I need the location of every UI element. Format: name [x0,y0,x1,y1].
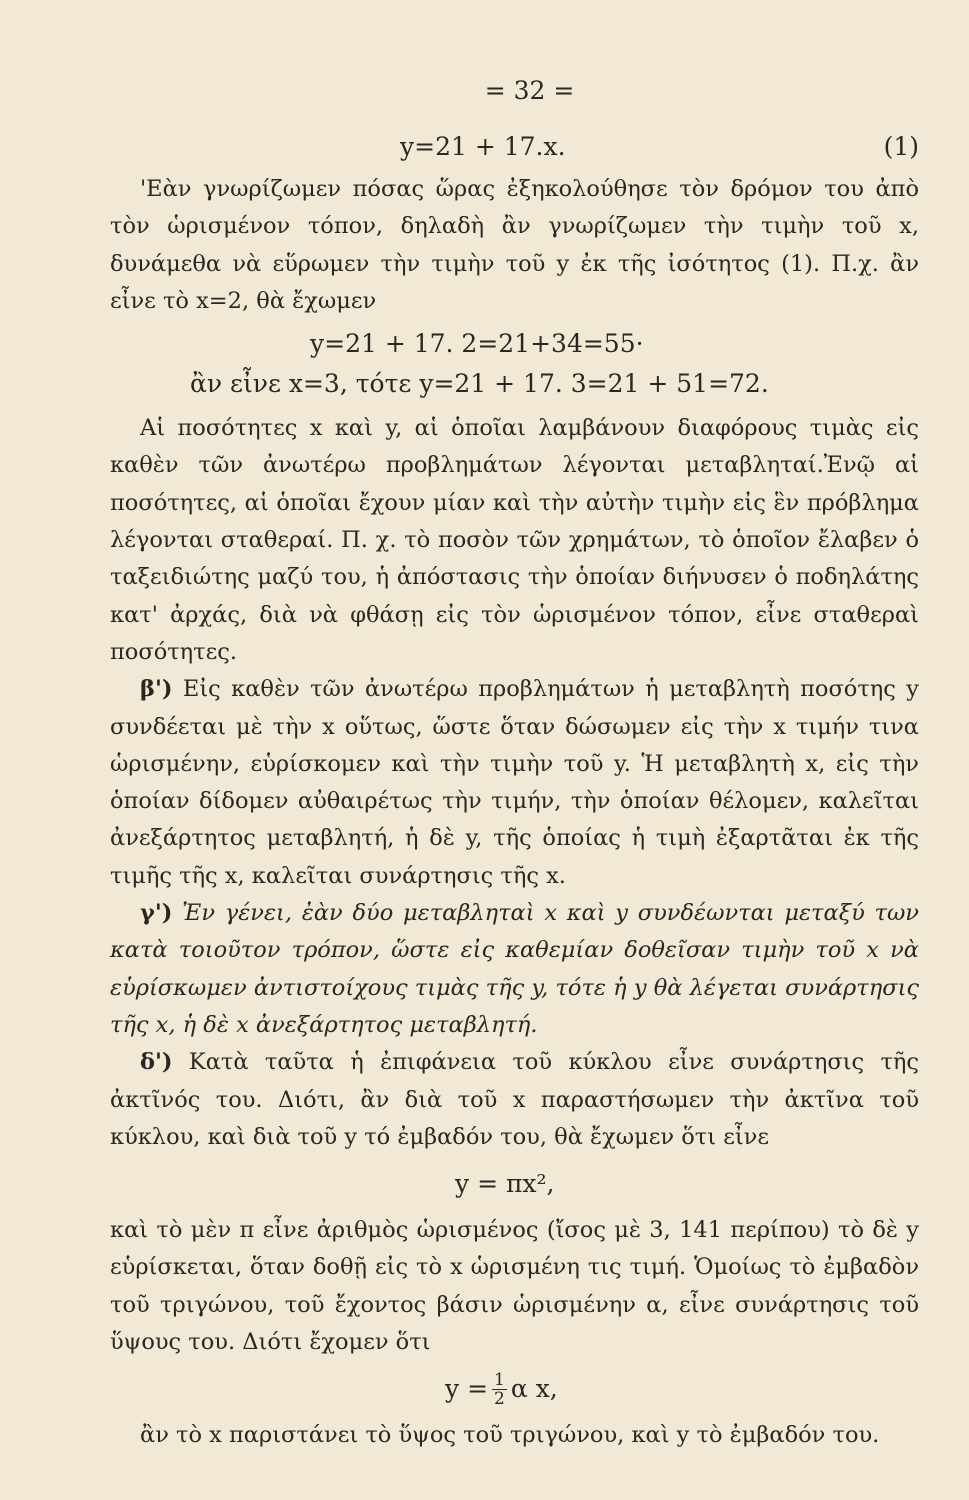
paragraph-6: καὶ τὸ μὲν π εἶνε ἀριθμὸς ὡρισμένος (ἴσος μὲ 3, 141 περίπου) τὸ δὲ y εὑρίσκεται, ὅταν δοθῇ εἰς τὸ x ὡρισμένη τις τιμή. Ὁμοίως τὸ ἐμβαδὸν τοῦ τριγώνου, τοῦ ἔχοντος βάσιν ὡρισμένην α, εἶνε συνάρτησις τοῦ ὕψους του. Διότι ἔχομεν ὅτι [110,1217,919,1356]
fraction-denominator: 2 [494,1388,505,1409]
paragraph-5-text: Κατὰ ταῦτα ἡ ἐπιφάνεια τοῦ κύκλου εἶνε συνάρτησις τῆς ἀκτῖνός του. Διότι, ἂν διὰ τοῦ x παραστήσωμεν τὴν ἀκτῖνα τοῦ κύκλου, καὶ διὰ τοῦ y τό ἐμβαδόν του, θὰ ἔχωμεν ὅτι εἶνε [110,1049,919,1150]
fraction-numerator: 1 [494,1369,505,1390]
paragraph-3 [110,671,919,895]
paragraph-2: Αἱ ποσότητες x καὶ y, αἱ ὁποῖαι λαμβάνουν διαφόρους τιμὰς εἰς καθὲν τῶν ἀνωτέρω προβλημάτων λέγονται μεταβληταί.Ἐνῷ αἱ ποσότητες, αἱ ὁποῖαι ἔχουν μίαν καὶ τὴν αὐτὴν τιμὴν εἰς ἓν πρόβλημα λέγονται σταθεραί. Π. χ. τὸ ποσὸν τῶν χρημάτων, τὸ ὁποῖον ἔλαβεν ὁ ταξειδιώτης μαζύ του, ἡ ἀπόστασις τὴν ὁποίαν διήνυσεν ὁ ποδηλάτης κατ' ἀρχάς, διὰ νὰ φθάσῃ εἰς τὸν ὡρισμένον τόπον, εἶνε σταθεραὶ ποσότητες. [110,415,919,665]
equation-2: y=21 + 17. 2=21+34=55· [310,329,644,359]
equation-5 [110,1369,919,1409]
paragraph-1: 'Εὰν γνωρίζωμεν πόσας ὥρας ἐξηκολούθησε τὸν δρόμον του ἀπὸ τὸν ὡρισμένον τόπον, δηλαδὴ ἂν γνωρίζωμεν τὴν τιμὴν τοῦ x, δυνάμεθα νὰ εὕρωμεν τὴν τιμὴν τοῦ y ἐκ τῆς ἰσότητος (1). Π.χ. ἂν εἶνε τὸ x=2, θὰ ἔχωμεν [110,176,919,314]
equation-3: ἂν εἶνε x=3, τότε y=21 + 17. 3=21 + 51=72. [190,369,769,399]
equation-5-left: y = [445,1374,489,1404]
equation-4: y = πx², [455,1169,555,1199]
paragraph-4-text: Ἐν γένει, ἐὰν δύο μεταβληταὶ x καὶ y συνδέωνται μεταξύ των κατὰ τοιοῦτον τρόπον, ὥστε εἰς καθεμίαν δοθεῖσαν τιμὴν τοῦ x νὰ εὑρίσκωμεν ἀντιστοίχους τιμὰς τῆς y, τότε ἡ y θὰ λέγεται συνάρτησις τῆς x, ἡ δὲ x ἀνεξάρτητος μεταβλητή. [110,900,919,1038]
fraction [492,1371,507,1408]
paragraph-3-label: β') [140,676,173,703]
paragraph-4-label: γ') [140,900,173,927]
paragraph-5 [110,1044,919,1156]
paragraph-3-text: Εἰς καθὲν τῶν ἀνωτέρω προβλημάτων ἡ μεταβλητὴ ποσότης y συνδέεται μὲ τὴν x οὕτως, ὥστε ὅταν δώσωμεν εἰς τὴν x τιμήν τινα ὡρισμένην, εὑρίσκομεν καὶ τὴν τιμὴν τοῦ y. Ἡ μεταβλητὴ x, εἰς τὴν ὁποίαν δίδομεν αὐθαιρέτως τὴν τιμήν, τὴν ὁποίαν θέλομεν, καλεῖται ἀνεξάρτητος μεταβλητή, ἡ δὲ y, τῆς ὁποίας ἡ τιμὴ ἐξαρτᾶται ἐκ τῆς τιμῆς τῆς x, καλεῖται συνάρτησις τῆς x. [110,676,919,889]
page-number: = 32 = [484,76,575,105]
equation-1 [110,127,919,167]
paragraph-7: ἂν τὸ x παριστάνει τὸ ὕψος τοῦ τριγώνου, καὶ y τὸ ἐμβαδόν του. [140,1422,880,1449]
paragraph-5-label: δ') [140,1049,173,1076]
equation-5-right: α x, [510,1374,558,1404]
paragraph-4 [110,895,919,1044]
equation-1-tag: (1) [883,132,919,161]
equation-1-text: y=21 + 17.x. [400,132,566,161]
